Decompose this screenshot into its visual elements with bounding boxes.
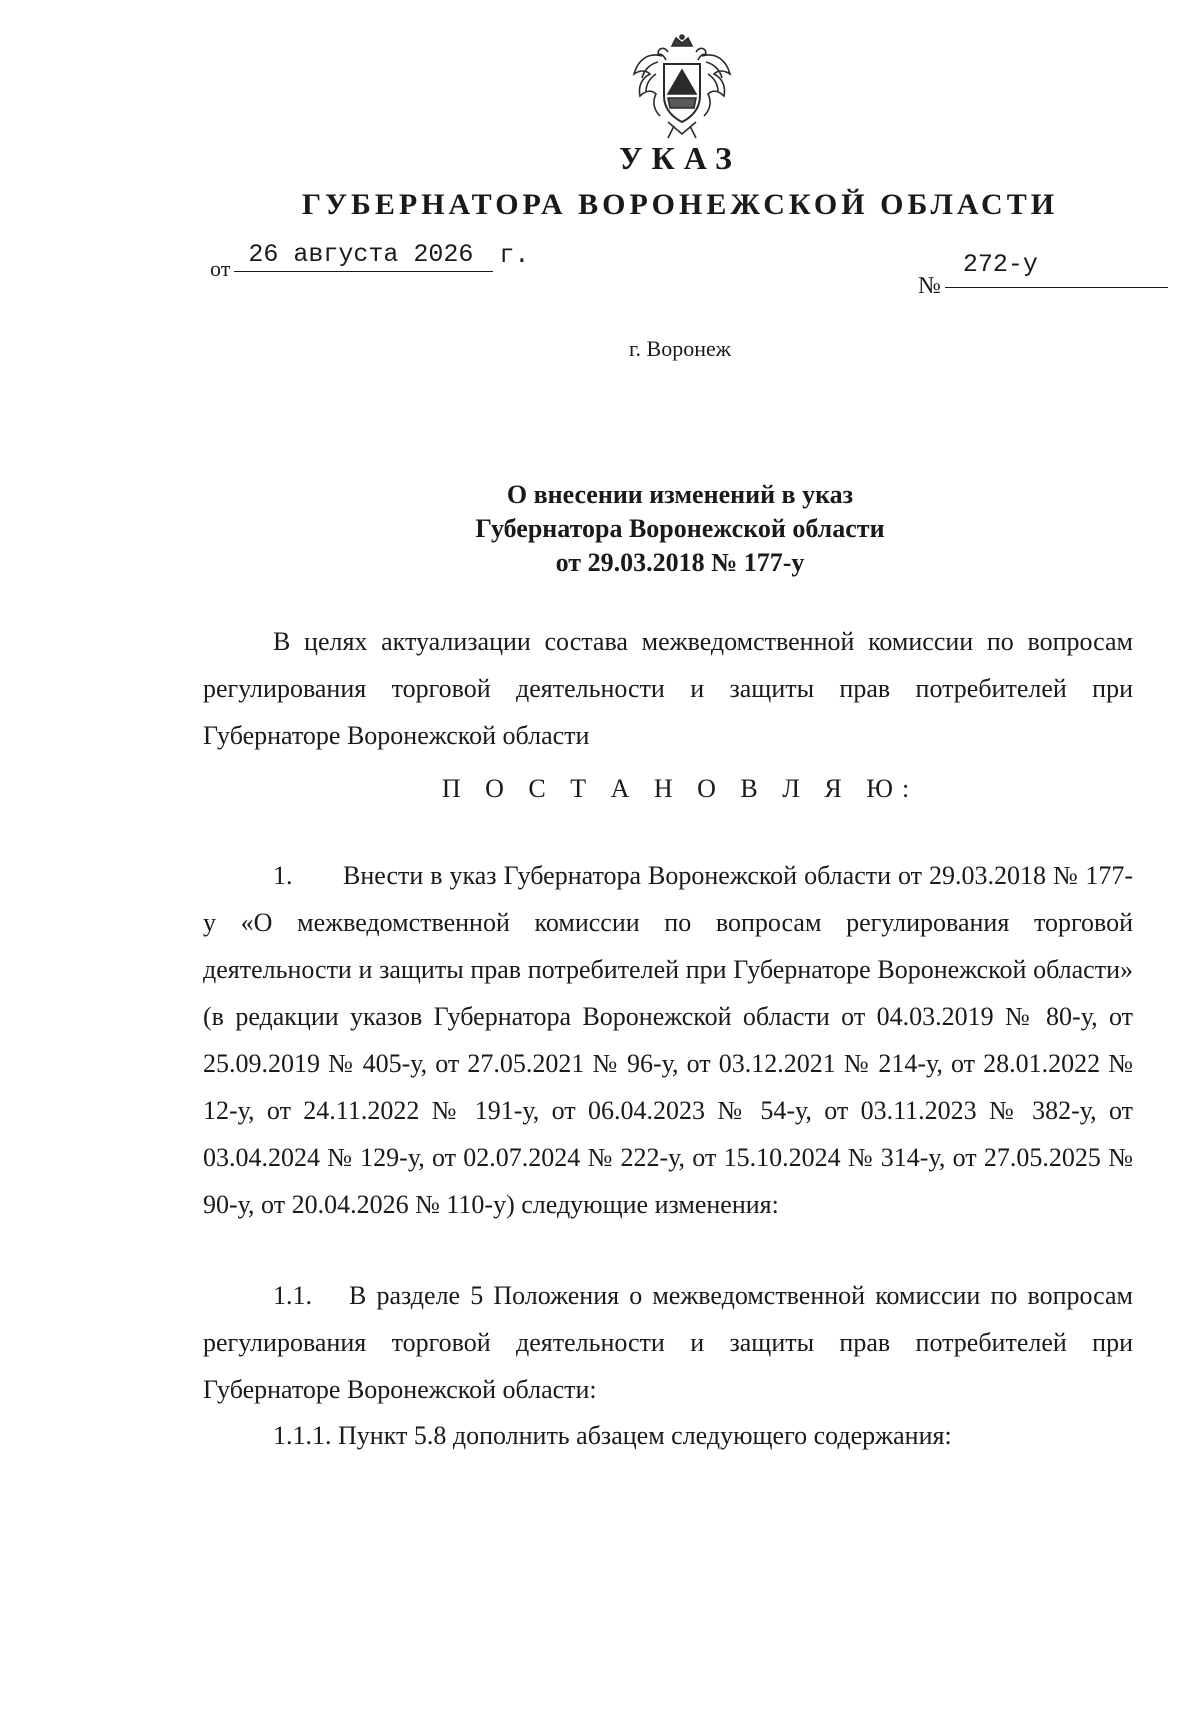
date-suffix: г. [499,241,530,270]
decree-word: П О С Т А Н О В Л Я Ю: [441,774,919,803]
voronezh-coat-of-arms-icon [628,34,736,142]
subject-line-3: от 29.03.2018 № 177-у [555,548,805,577]
subject-line-1: О внесении изменений в указ [506,480,854,509]
number-value: 272-у [945,250,1168,288]
date-field [210,240,530,282]
preamble-paragraph: В целях актуализации состава межведомственной комиссии по вопросам регулирования торговой деятельности и защиты прав потребителей при Губернаторе Воронежской области [203,627,1133,750]
number-prefix: № [918,273,941,299]
city: г. Воронеж [629,336,731,361]
document-title: УКАЗ [619,140,741,176]
number-field [918,250,1168,299]
subject-line-2: Губернатора Воронежской области [475,514,885,543]
item-1-number: 1. [273,861,293,890]
item-1-1-paragraph [203,1272,1133,1413]
subject-heading [0,478,1200,580]
date-prefix: от [210,256,231,281]
item-1-1-1-paragraph: 1.1.1. Пункт 5.8 дополнить абзацем следующего содержания: [273,1421,952,1450]
document-issuer: ГУБЕРНАТОРА ВОРОНЕЖСКОЙ ОБЛАСТИ [301,188,1059,221]
item-1-text: Внести в указ Губернатора Воронежской области от 29.03.2018 № 177-у «О межведомственной комиссии по вопросам регулирования торговой деятельности и защиты прав потребителей при Губернаторе Воронежской области» (в редакции указов Губернатора Воронежской области от 04.03.2019 № 80-у, от 25.09.2019 № 405-у, от 27.05.2021 № 96-у, от 03.12.2021 № 214-у, от 28.01.2022 № 12-у, от 24.11.2022 № 191-у, от 06.04.2023 № 54-у, от 03.11.2023 № 382-у, от 03.04.2024 № 129-у, от 02.07.2024 № 222-у, от 15.10.2024 № 314-у, от 27.05.2025 № 90-у, от 20.04.2026 № 110-у) следующие изменения: [203,861,1133,1219]
item-1-1-text: В разделе 5 Положения о межведомственной комиссии по вопросам регулирования торговой деятельности и защиты прав потребителей при Губернаторе Воронежской области: [203,1281,1133,1404]
item-1-paragraph [203,852,1133,1228]
date-value: 26 августа 2026 [234,240,493,272]
item-1-1-number: 1.1. [273,1281,312,1310]
